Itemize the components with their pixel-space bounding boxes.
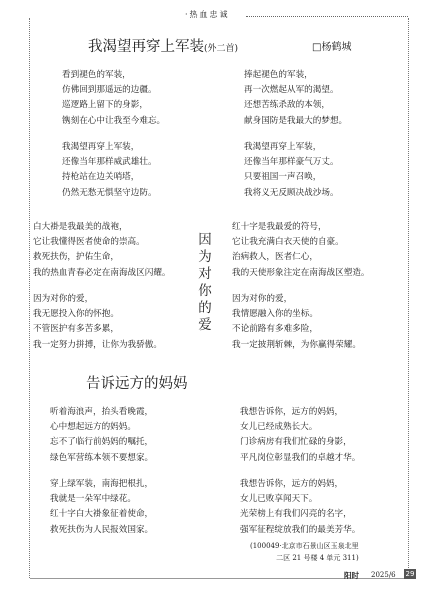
poem-line: 我的天使形象注定在南海战区塑造。	[232, 267, 370, 278]
poem1-subtitle: (外二首)	[204, 44, 239, 54]
page-number: 29	[405, 570, 415, 578]
author: □杨鹤城	[312, 42, 352, 53]
poem-line: 不管医护有多苦多累，	[33, 324, 119, 335]
poem-line: 因为对你的爱，	[33, 294, 94, 304]
poem-line: 还像当年那样豪气万丈。	[244, 157, 339, 168]
poem1-right-stanza-1	[244, 68, 347, 129]
poem-line: 我一定披荆斩棘，为你赢得荣耀。	[232, 339, 361, 350]
poem1-left-stanza-1	[62, 68, 165, 129]
header-rule	[246, 16, 408, 17]
vertical-title-char: 爱	[198, 317, 212, 333]
poem-line: 平凡岗位彰显我们的卓越才华。	[240, 452, 361, 463]
poem-line: 巡逻路上留下的身影，	[62, 100, 148, 111]
poem-line: 我想告诉你，远方的妈妈，	[240, 479, 344, 489]
poem3-left-stanza-1	[50, 405, 153, 466]
poem-line: 我无愿投入你的怀抱。	[33, 309, 119, 320]
poem-line: 捧起褪色的军装，	[244, 70, 313, 80]
poem-line: 还像当年那样威武雄壮。	[62, 157, 157, 168]
right-margin-rule	[408, 18, 409, 578]
poem-line: 救死扶伤，护佑生命，	[33, 252, 119, 263]
author-address	[250, 540, 359, 564]
vertical-title-char: 你	[198, 283, 212, 299]
vertical-title-char: 的	[198, 300, 212, 316]
poem-line: 再一次燃起从军的渴望。	[244, 85, 339, 96]
poem-line: 我渴望再穿上军装，	[244, 142, 322, 152]
poem-line: 它让我充满白衣天使的自豪。	[232, 237, 344, 248]
poem-line: 红十字白大褂象征着使命，	[50, 509, 154, 520]
left-margin-rule	[29, 18, 30, 578]
poem-line: 我将义无反顾决战沙场。	[244, 187, 339, 198]
magazine-name: 阳时	[344, 571, 359, 580]
vertical-title-char: 为	[198, 249, 212, 265]
poem-line: 听着海浪声，抬头看晚霞，	[50, 407, 154, 417]
section-header: ·热血忠诚	[185, 10, 230, 19]
poem-line: 忘不了临行前妈妈的嘱托，	[50, 437, 154, 448]
poem1-title-text: 我渴望再穿上军装	[88, 39, 204, 55]
poem-line: 我情愿融入你的坐标。	[232, 309, 318, 320]
poem-line: 治病救人，医者仁心，	[232, 252, 318, 263]
address-line: 二区 21 号楼 4 单元 311)	[276, 554, 359, 562]
poem-line: 看到褪色的军装，	[62, 70, 131, 80]
poem-line: 献身国防是我最大的梦想。	[244, 115, 348, 126]
poem2-left-stanza-1	[33, 220, 171, 281]
poem-line: 持枪站在边关哨塔，	[62, 172, 140, 183]
poem-line: 救死扶伤为人民报效国家。	[50, 524, 154, 535]
poem2-left-stanza-2	[33, 292, 162, 353]
poem3-title: 告诉远方的妈妈	[86, 376, 188, 392]
poem-line: 白大褂是我最美的战袍，	[33, 222, 128, 232]
poem-line: 门诊病房有我们忙碌的身影，	[240, 437, 352, 448]
vertical-title-char: 因	[198, 232, 212, 248]
poem-line: 光荣榜上有我们闪亮的名字，	[240, 509, 352, 520]
address-line: (100049·北京市石景山区玉泉北里	[250, 542, 359, 550]
poem-line: 穿上绿军装，南海把根扎，	[50, 479, 154, 489]
poem-line: 镌刻在心中让我至今难忘。	[62, 115, 166, 126]
poem-line: 强军征程绽放我们的最美芳华。	[240, 524, 361, 535]
poem-line: 心中想起远方的妈妈。	[50, 422, 136, 433]
poem-line: 绿色军营练本领不要想家。	[50, 452, 154, 463]
poem-line: 我渴望再穿上军装，	[62, 142, 140, 152]
vertical-title-char: 对	[198, 266, 212, 282]
poem-line: 只要祖国一声召唤，	[244, 172, 322, 183]
poem-line: 不论前路有多难多险，	[232, 324, 318, 335]
poem-line: 因为对你的爱，	[232, 294, 293, 304]
poem1-right-stanza-2	[244, 140, 339, 201]
poem-line: 仿佛回到那遥远的边疆。	[62, 85, 157, 96]
poem1-left-stanza-2	[62, 140, 157, 201]
poem-line: 仍然无愁无惧坚守边防。	[62, 187, 157, 198]
poem2-right-stanza-2	[232, 292, 361, 353]
poem-line: 女儿已败享闻天下。	[240, 494, 318, 505]
poem-line: 红十字是我最爱的符号，	[232, 222, 327, 232]
issue-date: 2025/6	[371, 571, 396, 579]
poem-line: 我想告诉你，远方的妈妈，	[240, 407, 344, 417]
poem-line: 我一定努力拼搏，让你为我骄傲。	[33, 339, 162, 350]
poem2-right-stanza-1	[232, 220, 370, 281]
poem1-title	[88, 35, 238, 56]
poem3-right-stanza-1	[240, 405, 360, 466]
poem2-vertical-title	[197, 232, 213, 334]
poem-line: 它让我懂得医者使命的崇高。	[33, 237, 145, 248]
poem3-left-stanza-2	[50, 477, 153, 538]
poem-line: 还想苦练杀敌的本领，	[244, 100, 330, 111]
poem-line: 我就是一朵军中绿花。	[50, 494, 136, 505]
poem-line: 女儿已经成熟长大。	[240, 422, 318, 433]
poem-line: 我的热血青春必定在南海战区闪耀。	[33, 267, 171, 278]
poem3-right-stanza-2	[240, 477, 360, 538]
